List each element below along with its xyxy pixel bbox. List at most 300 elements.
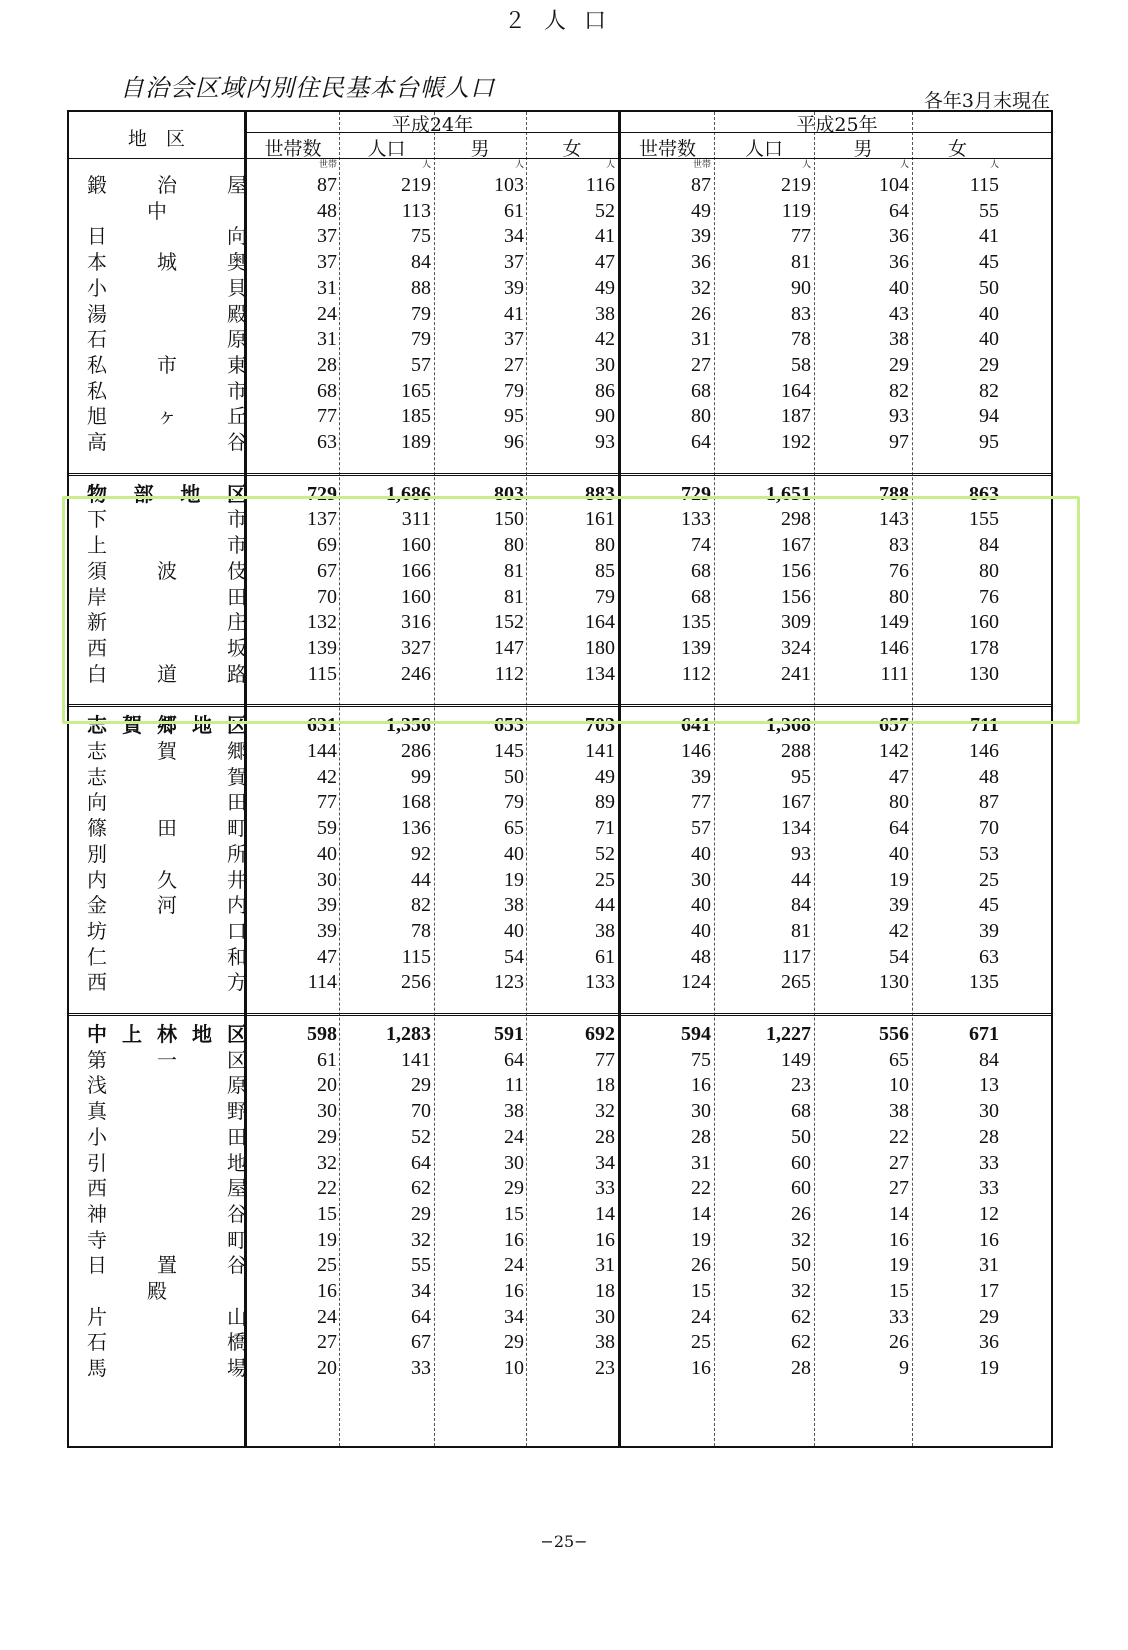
value-cell: 34 — [504, 225, 524, 248]
value-cell: 40 — [691, 919, 711, 942]
value-cell: 19 — [979, 1357, 999, 1380]
value-cell: 155 — [969, 508, 999, 531]
value-cell: 15 — [691, 1280, 711, 1302]
value-cell: 63 — [317, 431, 337, 453]
value-cell: 37 — [504, 251, 524, 274]
value-cell: 49 — [595, 276, 615, 299]
district-name-char: 内 — [87, 867, 107, 892]
value-cell: 653 — [494, 714, 524, 737]
value-cell: 143 — [879, 508, 909, 531]
value-cell: 39 — [317, 919, 337, 942]
value-cell: 16 — [691, 1074, 711, 1097]
value-cell: 133 — [681, 508, 711, 531]
population-table — [67, 110, 1053, 1448]
value-cell: 38 — [889, 1100, 909, 1123]
district-name-char: 内 — [227, 893, 247, 918]
value-cell: 80 — [504, 534, 524, 557]
value-cell: 189 — [401, 431, 431, 453]
value-cell: 90 — [791, 276, 811, 299]
value-cell: 14 — [889, 1202, 909, 1225]
value-cell: 36 — [979, 1331, 999, 1354]
district-name-char: 郷 — [227, 739, 247, 763]
district-name-char: 真 — [87, 1099, 107, 1124]
value-cell: 60 — [791, 1177, 811, 1200]
value-cell: 134 — [781, 817, 811, 840]
district-name-char: 志 — [87, 764, 107, 789]
value-cell: 38 — [595, 302, 615, 325]
value-cell: 64 — [411, 1305, 431, 1328]
district-name — [87, 198, 227, 224]
district-name — [87, 1278, 227, 1304]
value-cell: 132 — [307, 611, 337, 634]
district-name-char: 市 — [227, 378, 247, 403]
district-name-char: 町 — [227, 1227, 247, 1252]
district-name-char: 浅 — [87, 1073, 107, 1098]
district-name — [87, 1047, 247, 1073]
value-cell: 59 — [317, 817, 337, 840]
column-header: 女 — [947, 138, 967, 160]
value-cell: 141 — [585, 740, 615, 762]
district-name-char: 殿 — [147, 1279, 167, 1303]
value-cell: 729 — [681, 482, 711, 505]
value-cell: 42 — [317, 765, 337, 788]
value-cell: 15 — [889, 1280, 909, 1302]
district-name-char: 坂 — [227, 635, 247, 660]
district-name — [87, 1227, 247, 1253]
value-cell: 803 — [494, 482, 524, 505]
value-cell: 95 — [791, 765, 811, 788]
value-cell: 39 — [979, 919, 999, 942]
district-name — [87, 892, 247, 918]
value-cell: 70 — [411, 1100, 431, 1123]
value-cell: 76 — [979, 585, 999, 608]
district-name-char: 小 — [87, 275, 107, 300]
district-name-char: 地 — [227, 1150, 247, 1175]
value-cell: 64 — [889, 199, 909, 222]
value-cell: 19 — [889, 1254, 909, 1277]
value-cell: 641 — [681, 714, 711, 737]
value-cell: 40 — [979, 328, 999, 351]
district-name — [87, 1304, 247, 1330]
value-cell: 31 — [691, 1151, 711, 1174]
district-name-char: 西 — [87, 635, 107, 660]
value-cell: 19 — [317, 1228, 337, 1251]
district-name-char: 白 — [87, 661, 107, 686]
highlight-box — [62, 496, 1080, 724]
value-cell: 29 — [411, 1074, 431, 1097]
column-header: 男 — [853, 138, 873, 160]
value-cell: 24 — [691, 1305, 711, 1328]
value-cell: 38 — [595, 919, 615, 942]
header-year-underline — [247, 132, 618, 133]
district-name-char: 城 — [157, 250, 177, 275]
value-cell: 1,651 — [766, 482, 811, 505]
district-name-char: 郷 — [157, 713, 177, 738]
value-cell: 788 — [879, 482, 909, 505]
value-cell: 52 — [595, 842, 615, 865]
value-cell: 50 — [791, 1125, 811, 1148]
value-cell: 62 — [411, 1177, 431, 1200]
district-name-char: 所 — [227, 841, 247, 866]
district-name — [87, 944, 247, 970]
column-header: 男 — [470, 138, 490, 160]
value-cell: 15 — [317, 1202, 337, 1225]
district-name-char: 旭 — [87, 404, 107, 429]
value-cell: 135 — [681, 611, 711, 634]
district-name-char: 口 — [227, 918, 247, 943]
value-cell: 93 — [889, 405, 909, 428]
district-name-char: 須 — [87, 558, 107, 583]
district-name-char: 河 — [157, 893, 177, 918]
table-subtitle-handwritten: 自治会区域内別住民基本台帳人口 — [120, 74, 495, 102]
value-cell: 40 — [979, 302, 999, 325]
value-cell: 71 — [595, 817, 615, 840]
value-cell: 657 — [879, 714, 909, 737]
value-cell: 84 — [791, 894, 811, 917]
value-cell: 40 — [691, 842, 711, 865]
value-cell: 84 — [411, 251, 431, 274]
column-header: 人口 — [367, 138, 406, 160]
value-cell: 28 — [979, 1125, 999, 1148]
value-cell: 32 — [691, 276, 711, 299]
value-cell: 82 — [411, 894, 431, 917]
group-separator — [69, 473, 1051, 476]
value-cell: 39 — [691, 225, 711, 248]
district-name-char: 田 — [227, 790, 247, 815]
value-cell: 115 — [307, 662, 337, 685]
value-cell: 26 — [691, 302, 711, 325]
value-cell: 1,283 — [386, 1023, 431, 1045]
value-cell: 26 — [889, 1331, 909, 1354]
district-name-char: 貝 — [227, 275, 247, 300]
value-cell: 53 — [979, 842, 999, 865]
value-cell: 112 — [494, 662, 524, 685]
district-name-char: 岸 — [87, 584, 107, 609]
district-name-char: 湯 — [87, 301, 107, 326]
district-name-char: 殿 — [227, 301, 247, 326]
value-cell: 29 — [979, 1305, 999, 1328]
value-cell: 64 — [691, 431, 711, 453]
value-cell: 13 — [979, 1074, 999, 1097]
unit-label: 世帯 — [692, 160, 711, 170]
value-cell: 133 — [585, 971, 615, 994]
value-cell: 47 — [889, 765, 909, 788]
value-cell: 124 — [681, 971, 711, 994]
unit-label: 世帯 — [318, 160, 337, 170]
value-cell: 134 — [585, 662, 615, 685]
district-name-char: 向 — [227, 224, 247, 249]
value-cell: 145 — [494, 740, 524, 762]
year-header: 平成24年 — [391, 114, 474, 136]
value-cell: 33 — [889, 1305, 909, 1328]
district-name-char: 引 — [87, 1150, 107, 1175]
value-cell: 55 — [411, 1254, 431, 1277]
district-name-char: 小 — [87, 1124, 107, 1149]
district-name-char: 寺 — [87, 1227, 107, 1252]
value-cell: 29 — [979, 353, 999, 376]
value-cell: 167 — [781, 534, 811, 557]
district-name-char: 石 — [87, 1330, 107, 1355]
value-cell: 25 — [317, 1254, 337, 1277]
district-name-char: 一 — [157, 1047, 177, 1072]
value-cell: 58 — [791, 353, 811, 376]
value-cell: 29 — [889, 353, 909, 376]
group-separator — [69, 1013, 1051, 1016]
value-cell: 16 — [979, 1228, 999, 1251]
value-cell: 164 — [585, 611, 615, 634]
value-cell: 42 — [889, 919, 909, 942]
value-cell: 25 — [595, 868, 615, 891]
value-cell: 178 — [969, 636, 999, 659]
district-name — [87, 867, 247, 893]
value-cell: 64 — [504, 1048, 524, 1071]
district-name-char: 田 — [227, 1124, 247, 1149]
value-cell: 60 — [791, 1151, 811, 1174]
value-cell: 298 — [781, 508, 811, 531]
page-title: ２人口 — [503, 9, 624, 34]
value-cell: 19 — [889, 868, 909, 891]
value-cell: 23 — [595, 1357, 615, 1380]
value-cell: 64 — [411, 1151, 431, 1174]
value-cell: 1,686 — [386, 482, 431, 505]
value-cell: 40 — [889, 842, 909, 865]
value-cell: 75 — [691, 1048, 711, 1071]
value-cell: 16 — [595, 1228, 615, 1251]
value-cell: 29 — [504, 1331, 524, 1354]
value-cell: 57 — [411, 353, 431, 376]
value-cell: 161 — [585, 508, 615, 531]
value-cell: 187 — [781, 405, 811, 428]
value-cell: 79 — [504, 379, 524, 402]
value-cell: 82 — [889, 379, 909, 402]
district-name-char: 田 — [227, 584, 247, 609]
year-header: 平成25年 — [796, 114, 878, 136]
value-cell: 10 — [504, 1357, 524, 1380]
value-cell: 30 — [504, 1151, 524, 1174]
value-cell: 115 — [401, 945, 431, 968]
value-cell: 34 — [595, 1151, 615, 1174]
value-cell: 87 — [317, 174, 337, 196]
value-cell: 25 — [979, 868, 999, 891]
value-cell: 30 — [691, 868, 711, 891]
value-cell: 28 — [595, 1125, 615, 1148]
value-cell: 37 — [504, 328, 524, 351]
value-cell: 147 — [494, 636, 524, 659]
district-name — [87, 1072, 247, 1098]
value-cell: 146 — [681, 740, 711, 762]
value-cell: 76 — [889, 559, 909, 582]
value-cell: 16 — [317, 1280, 337, 1302]
value-cell: 40 — [691, 894, 711, 917]
value-cell: 146 — [879, 636, 909, 659]
value-cell: 95 — [504, 405, 524, 428]
district-name-char: 谷 — [227, 1253, 247, 1278]
value-cell: 68 — [691, 585, 711, 608]
value-cell: 61 — [595, 945, 615, 968]
value-cell: 18 — [595, 1074, 615, 1097]
district-name-char: 区 — [226, 481, 247, 506]
district-name-char: 路 — [227, 661, 247, 686]
district-name-char: 下 — [87, 507, 107, 532]
value-cell: 146 — [969, 740, 999, 762]
value-cell: 40 — [317, 842, 337, 865]
value-cell: 81 — [504, 559, 524, 582]
value-cell: 33 — [595, 1177, 615, 1200]
district-name-char: 物 — [87, 481, 107, 506]
district-name-char: 高 — [87, 430, 107, 454]
value-cell: 49 — [691, 199, 711, 222]
value-cell: 83 — [889, 534, 909, 557]
value-cell: 692 — [585, 1023, 615, 1045]
value-cell: 671 — [969, 1023, 999, 1045]
column-divider — [339, 112, 340, 1446]
value-cell: 77 — [691, 791, 711, 814]
value-cell: 166 — [401, 559, 431, 582]
district-name-char: 片 — [87, 1304, 107, 1329]
value-cell: 33 — [979, 1151, 999, 1174]
value-cell: 22 — [317, 1177, 337, 1200]
district-name-char: 区 — [227, 713, 247, 738]
value-cell: 111 — [880, 662, 909, 685]
value-cell: 31 — [979, 1254, 999, 1277]
district-name-char: 山 — [227, 1304, 247, 1329]
district-name-char: 市 — [227, 533, 247, 558]
value-cell: 34 — [411, 1280, 431, 1302]
value-cell: 130 — [969, 662, 999, 685]
district-name-char: 日 — [87, 224, 107, 249]
value-cell: 16 — [504, 1280, 524, 1302]
value-cell: 49 — [595, 765, 615, 788]
value-cell: 30 — [691, 1100, 711, 1123]
district-name — [87, 1098, 247, 1124]
district-name-char: 私 — [87, 352, 107, 377]
value-cell: 94 — [979, 405, 999, 428]
value-cell: 27 — [317, 1331, 337, 1354]
value-cell: 15 — [504, 1202, 524, 1225]
value-cell: 54 — [504, 945, 524, 968]
value-cell: 594 — [681, 1023, 711, 1045]
district-name — [87, 1252, 247, 1278]
value-cell: 10 — [889, 1074, 909, 1097]
value-cell: 33 — [979, 1177, 999, 1200]
value-cell: 43 — [889, 302, 909, 325]
value-cell: 77 — [317, 791, 337, 814]
district-name-char: 賀 — [227, 764, 247, 789]
district-name-char: 方 — [227, 970, 247, 995]
value-cell: 79 — [595, 585, 615, 608]
value-cell: 97 — [889, 431, 909, 453]
value-cell: 9 — [899, 1357, 909, 1380]
value-cell: 65 — [889, 1048, 909, 1071]
district-name-char: 原 — [227, 1073, 247, 1098]
value-cell: 50 — [504, 765, 524, 788]
value-cell: 87 — [979, 791, 999, 814]
district-name-char: 奥 — [227, 250, 247, 275]
district-name — [87, 815, 247, 841]
district-name-char: 波 — [157, 558, 177, 583]
value-cell: 30 — [979, 1100, 999, 1123]
district-header: 地 区 — [127, 128, 185, 150]
district-name-char: 区 — [227, 1022, 247, 1046]
value-cell: 84 — [979, 534, 999, 557]
value-cell: 144 — [307, 740, 337, 762]
value-cell: 20 — [317, 1074, 337, 1097]
value-cell: 113 — [401, 199, 431, 222]
value-cell: 39 — [889, 894, 909, 917]
value-cell: 29 — [411, 1202, 431, 1225]
value-cell: 36 — [889, 225, 909, 248]
district-name-char: 地 — [192, 1022, 212, 1046]
value-cell: 139 — [307, 636, 337, 659]
value-cell: 61 — [317, 1048, 337, 1071]
value-cell: 74 — [691, 534, 711, 557]
district-name — [87, 738, 247, 764]
district-name-char: 野 — [227, 1099, 247, 1124]
district-name-char: ヶ — [157, 404, 177, 429]
district-name — [87, 1355, 247, 1381]
district-name-char: 屋 — [227, 173, 247, 197]
district-name-char: 上 — [122, 1022, 142, 1046]
value-cell: 1,368 — [766, 714, 811, 737]
value-cell: 40 — [889, 276, 909, 299]
value-cell: 156 — [781, 559, 811, 582]
district-name-char: 日 — [87, 1253, 107, 1278]
value-cell: 309 — [781, 611, 811, 634]
value-cell: 160 — [969, 611, 999, 634]
value-cell: 149 — [879, 611, 909, 634]
district-name-char: 中 — [147, 198, 167, 223]
value-cell: 34 — [504, 1305, 524, 1328]
column-divider — [814, 112, 815, 1446]
column-header: 人口 — [744, 138, 783, 160]
value-cell: 44 — [595, 894, 615, 917]
value-cell: 50 — [979, 276, 999, 299]
value-cell: 1,356 — [386, 714, 431, 737]
value-cell: 135 — [969, 971, 999, 994]
value-cell: 598 — [307, 1023, 337, 1045]
column-header: 世帯数 — [264, 138, 322, 160]
value-cell: 16 — [889, 1228, 909, 1251]
value-cell: 61 — [504, 199, 524, 222]
district-name — [87, 1124, 247, 1150]
value-cell: 29 — [504, 1177, 524, 1200]
value-cell: 92 — [411, 842, 431, 865]
district-name — [87, 918, 247, 944]
value-cell: 556 — [879, 1023, 909, 1045]
value-cell: 62 — [791, 1331, 811, 1354]
value-cell: 89 — [595, 791, 615, 814]
value-cell: 40 — [504, 842, 524, 865]
district-name-char: 置 — [157, 1253, 177, 1278]
value-cell: 83 — [791, 302, 811, 325]
value-cell: 68 — [691, 559, 711, 582]
value-cell: 85 — [595, 559, 615, 582]
value-cell: 17 — [979, 1280, 999, 1302]
value-cell: 81 — [791, 919, 811, 942]
value-cell: 27 — [889, 1177, 909, 1200]
value-cell: 28 — [791, 1357, 811, 1380]
value-cell: 39 — [691, 765, 711, 788]
value-cell: 30 — [317, 868, 337, 891]
value-cell: 185 — [401, 405, 431, 428]
column-divider — [714, 112, 715, 1446]
value-cell: 79 — [411, 328, 431, 351]
value-cell: 42 — [595, 328, 615, 351]
district-name-char: 原 — [227, 327, 247, 352]
district-name — [87, 841, 247, 867]
district-name-char: 田 — [157, 816, 177, 841]
district-name-char: 市 — [157, 352, 177, 377]
